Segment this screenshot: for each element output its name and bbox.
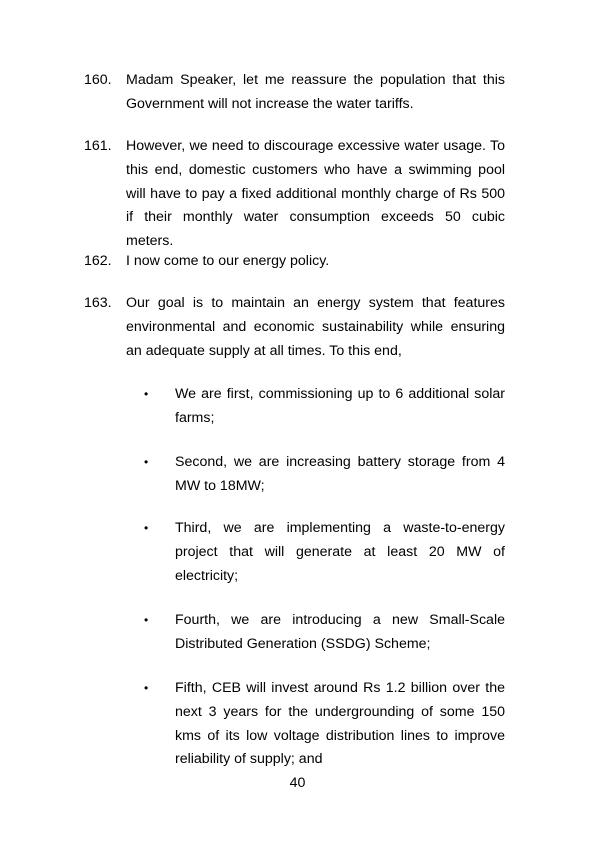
paragraph-text: I now come to our energy policy. — [126, 253, 330, 269]
bullet-item-waste-to-energy — [144, 517, 505, 588]
paragraph-number: 161. — [84, 138, 112, 154]
paragraph-163 — [84, 292, 505, 363]
bullet-item-solar-farms — [144, 383, 505, 431]
paragraph-text: Madam Speaker, let me reassure the population that this Government will not increase the water tariffs. — [126, 72, 505, 112]
bullet-icon: • — [144, 681, 149, 695]
paragraph-162 — [84, 250, 505, 274]
bullet-item-ssdg-scheme — [144, 609, 505, 657]
paragraph-number: 163. — [84, 295, 112, 311]
paragraph-text: However, we need to discourage excessive water usage. To this end, domestic customers who have a swimming pool will have to pay a fixed additional monthly charge of Rs 500 if their monthly water consumption exceeds 50 cubic meters. — [126, 138, 505, 250]
bullet-item-battery-storage — [144, 451, 505, 499]
bullet-text: Fourth, we are introducing a new Small-Scale Distributed Generation (SSDG) Scheme; — [175, 612, 505, 652]
paragraph-161 — [84, 135, 505, 254]
bullet-text: We are first, commissioning up to 6 additional solar farms; — [175, 386, 505, 426]
bullet-item-undergrounding — [144, 677, 505, 772]
paragraph-number: 160. — [84, 72, 112, 88]
paragraph-number: 162. — [84, 253, 112, 269]
paragraph-text: Our goal is to maintain an energy system that features environmental and economic sustainability while ensuring an adequate supply at all times. To this end, — [126, 295, 505, 359]
bullet-text: Fifth, CEB will invest around Rs 1.2 billion over the next 3 years for the undergrounding of some 150 kms of its low voltage distribution lines to improve reliability of supply; and — [175, 680, 505, 768]
bullet-icon: • — [144, 455, 149, 469]
bullet-text: Second, we are increasing battery storage from 4 MW to 18MW; — [175, 454, 505, 494]
bullet-text: Third, we are implementing a waste-to-energy project that will generate at least 20 MW of electricity; — [175, 520, 505, 584]
paragraph-160 — [84, 69, 505, 117]
page-number: 40 — [289, 775, 306, 791]
bullet-icon: • — [144, 613, 149, 627]
bullet-icon: • — [144, 521, 149, 535]
bullet-icon: • — [144, 387, 149, 401]
